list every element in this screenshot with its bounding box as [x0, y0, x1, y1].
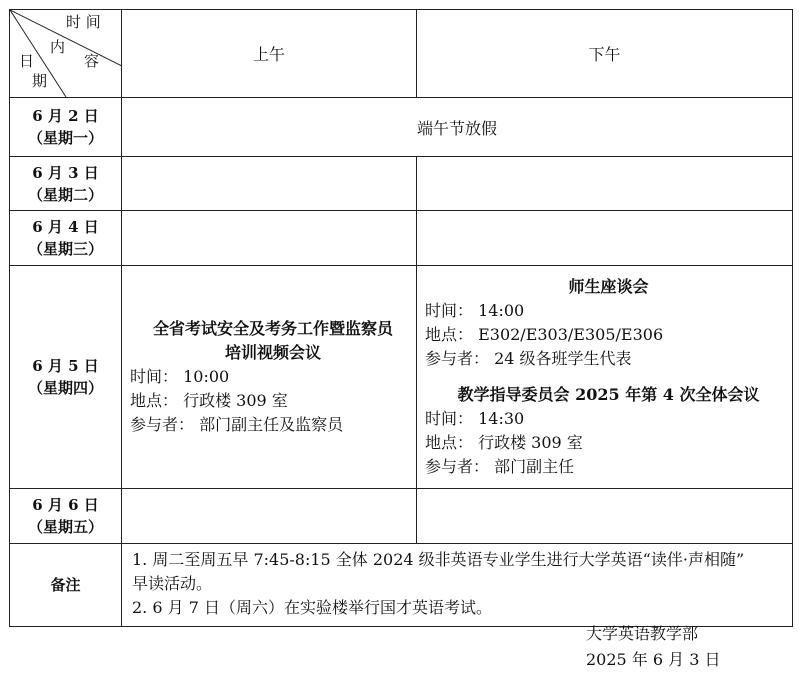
weekday-label: （星期二） — [27, 185, 103, 204]
table-row — [10, 211, 793, 266]
morning-cell — [122, 211, 417, 266]
corner-time-label: 时 间 — [66, 13, 101, 31]
corner-content-label-1: 内 — [50, 38, 66, 56]
table-row — [10, 266, 793, 489]
note-line: 2. 6 月 7 日（周六）在实验楼举行国才英语考试。 — [132, 598, 492, 617]
header-morning: 上午 — [122, 10, 417, 98]
event-attendees: 参与者： 部门副主任 — [425, 457, 575, 476]
table-row — [10, 157, 793, 211]
note-line: 1. 周二至周五早 7:45-8:15 全体 2024 级非英语专业学生进行大学英语“读伴·声相随” — [132, 550, 745, 569]
afternoon-cell — [417, 211, 793, 266]
date-cell — [10, 489, 122, 544]
note-line: 早读活动。 — [132, 574, 213, 593]
weekday-label: （星期五） — [27, 518, 103, 536]
corner-date-label-1: 日 — [19, 52, 35, 70]
event-attendees: 参与者： 24 级各班学生代表 — [425, 349, 632, 368]
afternoon-cell — [417, 157, 793, 211]
date-label: 6 月 3 日 — [32, 163, 99, 182]
afternoon-event-cell — [417, 266, 793, 489]
date-label: 6 月 6 日 — [32, 496, 99, 514]
weekday-label: （星期三） — [27, 240, 103, 258]
date-cell — [10, 98, 122, 157]
notes-row — [10, 544, 793, 627]
date-cell — [10, 266, 122, 489]
event-place: 地点： 行政楼 309 室 — [130, 391, 288, 410]
afternoon-cell — [417, 489, 793, 544]
date-label: 6 月 4 日 — [32, 218, 99, 236]
corner-content-label-2: 容 — [84, 52, 100, 70]
footer-date: 2025 年 6 月 3 日 — [586, 650, 721, 669]
event-place: 地点： E302/E303/E305/E306 — [425, 325, 664, 344]
header-row — [10, 10, 793, 98]
date-cell — [10, 211, 122, 266]
event-place: 地点： 行政楼 309 室 — [425, 433, 583, 452]
table-row — [10, 489, 793, 544]
date-cell — [10, 157, 122, 211]
weekday-label: （星期四） — [27, 379, 103, 397]
date-label: 6 月 2 日 — [32, 107, 99, 125]
event-title: 全省考试安全及考务工作暨监察员 — [152, 319, 393, 338]
event-time: 时间： 14:00 — [425, 301, 525, 320]
header-corner-cell — [10, 10, 122, 98]
morning-cell — [122, 489, 417, 544]
notes-label: 备注 — [10, 544, 122, 627]
event-attendees: 参与者： 部门副主任及监察员 — [130, 415, 344, 434]
notes-cell — [122, 544, 793, 627]
event-title: 培训视频会议 — [224, 343, 321, 362]
event-time: 时间： 10:00 — [130, 367, 230, 386]
date-label: 6 月 5 日 — [32, 357, 99, 375]
weekday-label: （星期一） — [27, 129, 103, 147]
corner-date-label-2: 期 — [32, 72, 48, 90]
header-afternoon: 下午 — [417, 10, 793, 98]
event-title: 教学指导委员会 2025 年第 4 次全体会议 — [457, 385, 760, 404]
table-row — [10, 98, 793, 157]
morning-event-cell — [122, 266, 417, 489]
event-time: 时间： 14:30 — [425, 409, 525, 428]
event-title: 师生座谈会 — [568, 277, 649, 296]
schedule-table — [9, 9, 793, 627]
morning-cell — [122, 157, 417, 211]
footer-department: 大学英语教学部 — [586, 624, 699, 643]
holiday-cell: 端午节放假 — [122, 98, 793, 157]
